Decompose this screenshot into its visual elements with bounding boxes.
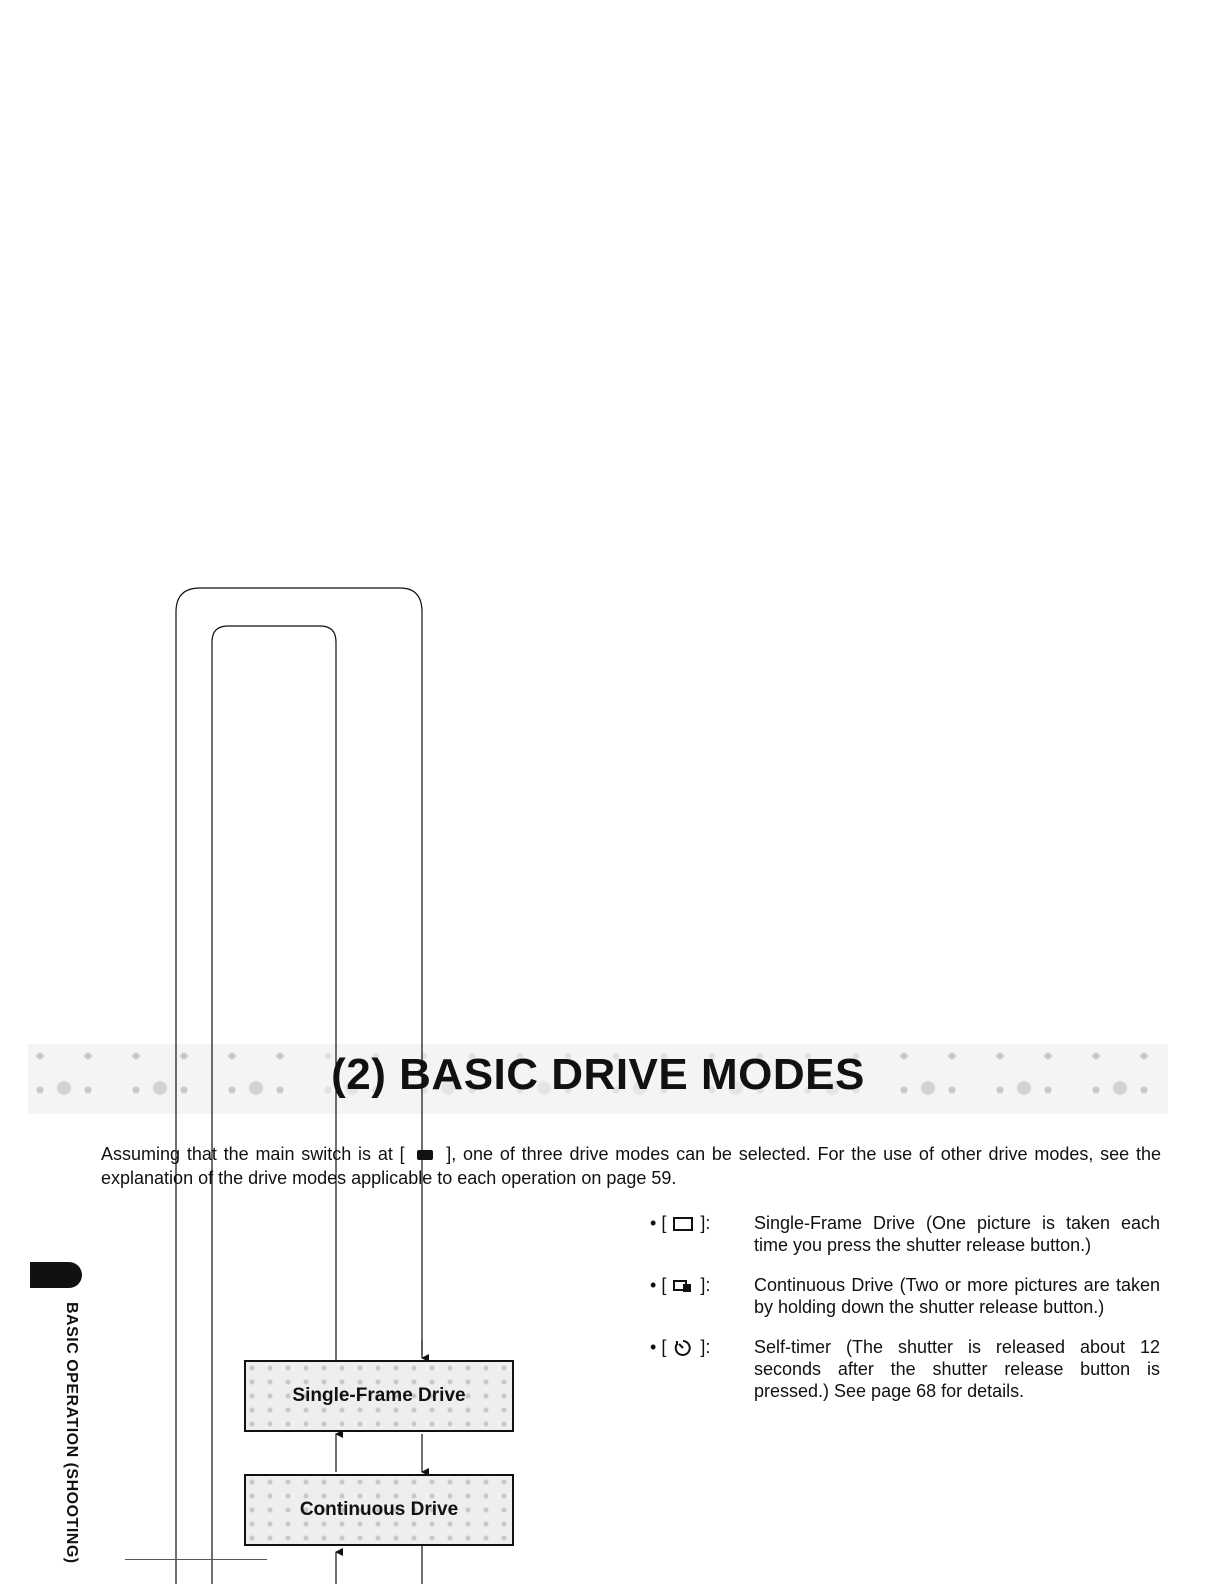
- mode-description: Single-Frame Drive (One picture is taken each time you press the shutter release button.): [754, 1213, 1160, 1255]
- continuous-drive-box: Continuous Drive: [244, 1474, 514, 1546]
- drive-cycle-diagram: [0, 0, 540, 1584]
- continuous-icon: [671, 1274, 695, 1296]
- drive-mode-list: [650, 1212, 1160, 1420]
- self-timer-icon: [671, 1336, 695, 1358]
- intro-text-start: Assuming that the main switch is at [: [101, 1144, 405, 1164]
- intro-text-end: ], one of three drive modes can be selected. For the use of other drive modes, see the explanation of the drive modes applicable to each operation on page 59.: [101, 1144, 1161, 1188]
- list-item: [650, 1212, 1160, 1256]
- mode-description: Self-timer (The shutter is released about 12 seconds after the shutter release button is pressed.) See page 68 for details.: [754, 1337, 1160, 1401]
- list-item: [650, 1336, 1160, 1402]
- section-side-label: BASIC OPERATION (SHOOTING): [63, 1302, 80, 1564]
- single-frame-drive-box: Single-Frame Drive: [244, 1360, 514, 1432]
- loop-line-inner: [212, 626, 336, 1584]
- mode-key: • [ ]:: [650, 1213, 711, 1233]
- list-item: [650, 1274, 1160, 1318]
- page-edge-mark: [125, 1559, 267, 1560]
- mode-key: • [ ]:: [650, 1337, 711, 1357]
- page-title: (2) BASIC DRIVE MODES: [28, 1050, 1168, 1100]
- mode-description: Continuous Drive (Two or more pictures are taken by holding down the shutter release button.): [754, 1275, 1160, 1317]
- single-frame-icon: [671, 1212, 695, 1234]
- loop-line-outer: [176, 588, 422, 1584]
- mode-key: • [ ]:: [650, 1275, 711, 1295]
